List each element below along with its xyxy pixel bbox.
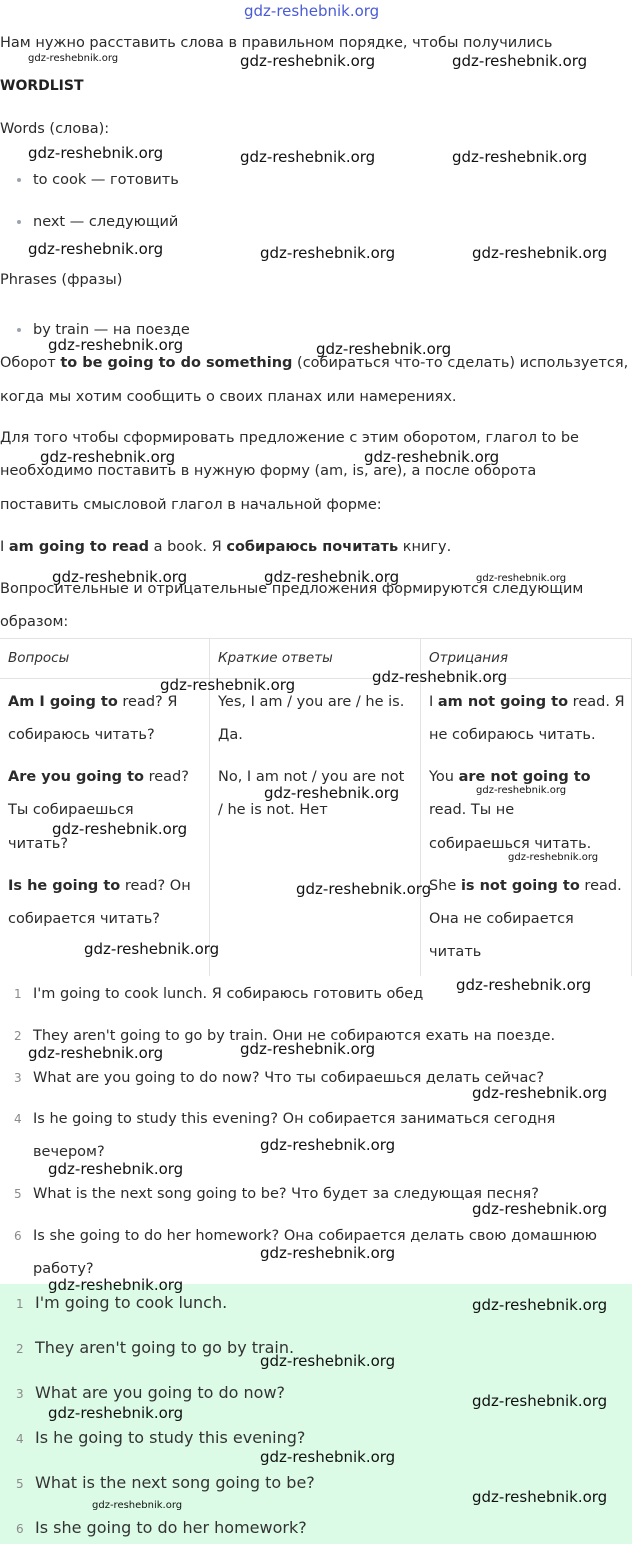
table-cell: собираешься читать. xyxy=(429,836,592,852)
watermark-text: gdz-reshebnik.org xyxy=(28,1044,164,1062)
watermark-text: gdz-reshebnik.org xyxy=(264,784,400,802)
watermark-text: gdz-reshebnik.org xyxy=(260,1448,396,1466)
table-cell: Are you going to read? xyxy=(8,769,189,785)
watermark-text: gdz-reshebnik.org xyxy=(48,1404,184,1422)
watermark-text: gdz-reshebnik.org xyxy=(472,1488,608,1506)
table-border xyxy=(0,638,632,639)
list-item-continued: вечером? xyxy=(33,1144,105,1160)
list-item: I'm going to cook lunch. Я собираюсь готовить обед xyxy=(33,986,424,1002)
list-item-continued: работу? xyxy=(33,1261,94,1277)
table-cell: собираюсь читать? xyxy=(8,727,155,743)
answer-item: They aren't going to go by train. xyxy=(35,1338,295,1357)
grammar-paragraph-1: Оборот to be going to do something (собираться что-то сделать) используется, xyxy=(0,355,629,371)
answer-number: 4 xyxy=(16,1432,24,1446)
table-cell: читать? xyxy=(8,836,69,852)
watermark-text: gdz-reshebnik.org xyxy=(472,1392,608,1410)
list-item: Is she going to do her homework? Она собирается делать свою домашнюю xyxy=(33,1228,597,1244)
watermark-text: gdz-reshebnik.org xyxy=(48,1160,184,1178)
answer-item: What is the next song going to be? xyxy=(35,1473,315,1492)
watermark-text: gdz-reshebnik.org xyxy=(28,144,164,162)
table-cell: не собираюсь читать. xyxy=(429,727,596,743)
watermark-text: gdz-reshebnik.org xyxy=(240,1040,376,1058)
list-number: 3 xyxy=(14,1071,22,1085)
answer-number: 3 xyxy=(16,1387,24,1401)
answer-item: Is he going to study this evening? xyxy=(35,1428,306,1447)
list-number: 4 xyxy=(14,1112,22,1126)
watermark-text: gdz-reshebnik.org xyxy=(508,852,599,863)
grammar-paragraph-3-line2: образом: xyxy=(0,614,69,630)
grammar-paragraph-2-line2: необходимо поставить в нужную форму (am, is, are), а после оборота xyxy=(0,463,537,479)
watermark-text: gdz-reshebnik.org xyxy=(260,1352,396,1370)
phrases-heading: Phrases (фразы) xyxy=(0,272,123,288)
watermark-text: gdz-reshebnik.org xyxy=(260,1136,396,1154)
table-header-negatives: Отрицания xyxy=(429,650,509,666)
watermark-text: gdz-reshebnik.org xyxy=(28,53,119,64)
table-cell: Is he going to read? Он xyxy=(8,878,191,894)
watermark-text: gdz-reshebnik.org xyxy=(472,1296,608,1314)
table-cell: Am I going to read? Я xyxy=(8,694,178,710)
table-cell: No, I am not / you are not xyxy=(218,769,405,785)
watermark-text: gdz-reshebnik.org xyxy=(296,880,432,898)
answer-number: 5 xyxy=(16,1477,24,1491)
words-heading: Words (слова): xyxy=(0,121,110,137)
watermark-text: gdz-reshebnik.org xyxy=(40,448,176,466)
watermark-text: gdz-reshebnik.org xyxy=(364,448,500,466)
answer-number: 1 xyxy=(16,1297,24,1311)
list-number: 6 xyxy=(14,1229,22,1243)
watermark-text: gdz-reshebnik.org xyxy=(372,668,508,686)
watermark-text: gdz-reshebnik.org xyxy=(452,52,588,70)
table-cell: She is not going to read. xyxy=(429,878,622,894)
list-number: 2 xyxy=(14,1029,22,1043)
answer-item: Is she going to do her homework? xyxy=(35,1518,307,1537)
table-header-short-answers: Краткие ответы xyxy=(218,650,333,666)
grammar-paragraph-2-line3: поставить смысловой глагол в начальной форме: xyxy=(0,497,382,513)
word-item: next — следующий xyxy=(33,214,179,230)
bullet-icon xyxy=(17,178,21,182)
table-cell: read. Ты не xyxy=(429,802,515,818)
watermark-text: gdz-reshebnik.org xyxy=(264,568,400,586)
table-cell: собирается читать? xyxy=(8,911,160,927)
list-item: What is the next song going to be? Что будет за следующая песня? xyxy=(33,1186,539,1202)
table-border xyxy=(0,678,632,679)
watermark-text: gdz-reshebnik.org xyxy=(472,1200,608,1218)
bullet-icon xyxy=(17,220,21,224)
table-border xyxy=(420,638,421,976)
watermark-text: gdz-reshebnik.org xyxy=(48,336,184,354)
table-cell: Yes, I am / you are / he is. xyxy=(218,694,405,710)
wordlist-title: WORDLIST xyxy=(0,78,84,94)
watermark-text: gdz-reshebnik.org xyxy=(84,940,220,958)
watermark-text: gdz-reshebnik.org xyxy=(48,1276,184,1294)
list-item: They aren't going to go by train. Они не собираются ехать на поезде. xyxy=(33,1028,556,1044)
watermark-text: gdz-reshebnik.org xyxy=(240,148,376,166)
site-watermark-top: gdz-reshebnik.org xyxy=(244,2,380,20)
answer-number: 2 xyxy=(16,1342,24,1356)
watermark-text: gdz-reshebnik.org xyxy=(316,340,452,358)
table-cell: читать xyxy=(429,944,482,960)
list-number: 1 xyxy=(14,987,22,1001)
watermark-text: gdz-reshebnik.org xyxy=(452,148,588,166)
grammar-paragraph-1-line2: когда мы хотим сообщить о своих планах или намерениях. xyxy=(0,389,457,405)
watermark-text: gdz-reshebnik.org xyxy=(260,244,396,262)
watermark-text: gdz-reshebnik.org xyxy=(476,573,567,584)
list-item: What are you going to do now? Что ты собираешься делать сейчас? xyxy=(33,1070,545,1086)
list-number: 5 xyxy=(14,1187,22,1201)
watermark-text: gdz-reshebnik.org xyxy=(52,568,188,586)
watermark-text: gdz-reshebnik.org xyxy=(240,52,376,70)
phrase-item: by train — на поезде xyxy=(33,322,190,338)
list-item: Is he going to study this evening? Он собирается заниматься сегодня xyxy=(33,1111,556,1127)
table-cell: Она не собирается xyxy=(429,911,574,927)
table-cell: / he is not. Нет xyxy=(218,802,328,818)
word-item: to cook — готовить xyxy=(33,172,179,188)
watermark-text: gdz-reshebnik.org xyxy=(456,976,592,994)
watermark-text: gdz-reshebnik.org xyxy=(260,1244,396,1262)
intro-text: Нам нужно расставить слова в правильном порядке, чтобы получились xyxy=(0,35,553,51)
grammar-paragraph-2: Для того чтобы сформировать предложение с этим оборотом, глагол to be xyxy=(0,430,579,446)
watermark-text: gdz-reshebnik.org xyxy=(472,244,608,262)
table-cell: You are not going to xyxy=(429,769,591,785)
watermark-text: gdz-reshebnik.org xyxy=(472,1084,608,1102)
bullet-icon xyxy=(17,328,21,332)
grammar-paragraph-3: Вопросительные и отрицательные предложения формируются следующим xyxy=(0,581,584,597)
watermark-text: gdz-reshebnik.org xyxy=(28,240,164,258)
watermark-text: gdz-reshebnik.org xyxy=(476,785,567,796)
table-cell: I am not going to read. Я xyxy=(429,694,625,710)
table-header-questions: Вопросы xyxy=(8,650,70,666)
answer-number: 6 xyxy=(16,1522,24,1536)
grammar-example: I am going to read a book. Я собираюсь почитать книгу. xyxy=(0,539,452,555)
watermark-text: gdz-reshebnik.org xyxy=(92,1500,183,1511)
table-cell: Да. xyxy=(218,727,243,743)
answer-item: I'm going to cook lunch. xyxy=(35,1293,228,1312)
answer-item: What are you going to do now? xyxy=(35,1383,286,1402)
watermark-text: gdz-reshebnik.org xyxy=(52,820,188,838)
table-cell: Ты собираешься xyxy=(8,802,134,818)
watermark-text: gdz-reshebnik.org xyxy=(160,676,296,694)
